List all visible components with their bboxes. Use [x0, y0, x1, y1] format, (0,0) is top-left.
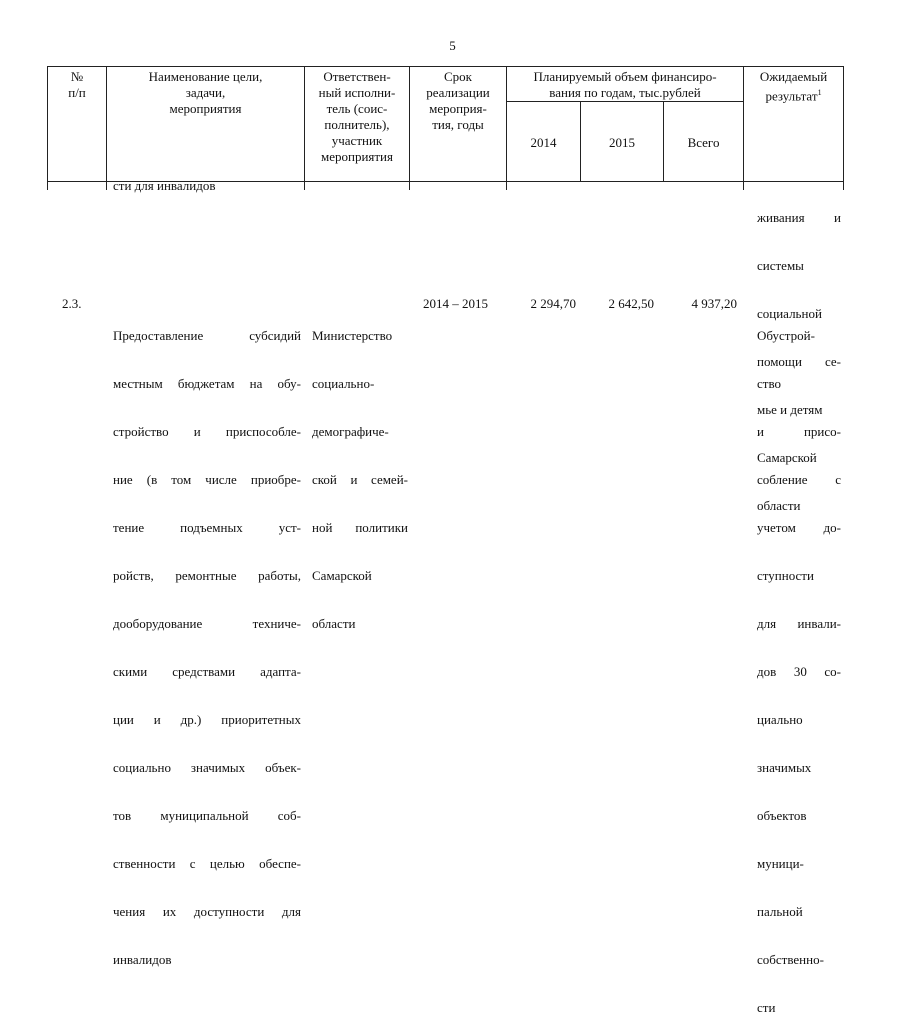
- continuation-result-line: системы: [757, 258, 804, 273]
- row-responsible-line: Министерство: [312, 328, 393, 343]
- column-line: [843, 179, 844, 190]
- continuation-result-line: Самарской: [757, 450, 817, 465]
- row-name-line: скими средствами адапта-: [113, 664, 301, 679]
- column-line: [106, 179, 107, 190]
- row-result-line: ступности: [757, 568, 814, 583]
- column-line: [743, 179, 744, 190]
- row-result-line: циально: [757, 712, 803, 727]
- row-name-line: ние (в том числе приобре-: [113, 472, 301, 487]
- row-name-line: местным бюджетам на обу-: [113, 376, 301, 391]
- row-name-line: ственности с целью обеспе-: [113, 856, 301, 871]
- row-result-line: собственно-: [757, 952, 824, 967]
- header-term: [410, 67, 507, 182]
- header-responsible-line: Ответствен-: [323, 69, 391, 84]
- page-number: 5: [449, 38, 456, 53]
- header-year-2014: 2014: [507, 102, 581, 182]
- row-result-line: учетом до-: [757, 520, 841, 535]
- row-result-line: пальной: [757, 904, 803, 919]
- row-name-line: тов муниципальной соб-: [113, 808, 301, 823]
- header-responsible-line: мероприятия: [320, 149, 393, 164]
- row-result-line: для инвали-: [757, 616, 841, 631]
- row-name-line: Предоставление субсидий: [113, 328, 301, 343]
- header-responsible-line: тель (соис-: [326, 101, 388, 116]
- row-name-line: инвалидов: [113, 952, 172, 967]
- header-result: [744, 67, 844, 182]
- continuation-result-line: мье и детям: [757, 402, 823, 417]
- row-responsible-line: ной политики: [312, 520, 408, 535]
- row-value-2014: 2 294,70: [530, 296, 576, 311]
- continuation-result-line: социальной: [757, 306, 822, 321]
- row-name-line: дооборудование техниче-: [113, 616, 301, 631]
- row-value-total: 4 937,20: [691, 296, 737, 311]
- header-num: [48, 67, 107, 182]
- row-name-line: социально значимых объек-: [113, 760, 301, 775]
- header-result-footnote: 1: [817, 88, 822, 97]
- column-line: [47, 179, 48, 190]
- row-result-line: собление с: [757, 472, 841, 487]
- header-name-line: мероприятия: [169, 101, 242, 116]
- header-term-line: тия, годы: [432, 117, 484, 132]
- row-result-line: ство: [757, 376, 782, 391]
- header-total: Всего: [664, 102, 744, 182]
- row-name-line: ройств, ремонтные работы,: [113, 568, 301, 583]
- header-term-line: Срок: [444, 69, 472, 84]
- row-result-line: значимых: [757, 760, 812, 775]
- header-result-line2: [747, 85, 840, 104]
- row-name: [113, 296, 301, 984]
- table-header: [47, 66, 844, 182]
- header-num-line: п/п: [68, 85, 86, 100]
- row-responsible-line: ской и семей-: [312, 472, 408, 487]
- row-result-line: Обустрой-: [757, 328, 815, 343]
- row-responsible: [312, 296, 408, 648]
- continuation-result-line: живания и: [757, 210, 841, 225]
- row-result-line: сти: [757, 1000, 776, 1015]
- row-name-line: тение подъемных уст-: [113, 520, 301, 535]
- header-funding-line: вания по годам, тыс.рублей: [549, 85, 701, 100]
- column-line: [409, 179, 410, 190]
- row-name-line: ции и др.) приоритетных: [113, 712, 301, 727]
- header-name-line: Наименование цели,: [148, 69, 263, 84]
- row-result-line: и присо-: [757, 424, 841, 439]
- row-value-2015: 2 642,50: [608, 296, 654, 311]
- row-name-line: чения их доступности для: [113, 904, 301, 919]
- row-responsible-line: социально-: [312, 376, 375, 391]
- row-responsible-line: Самарской: [312, 568, 372, 583]
- column-line: [304, 179, 305, 190]
- header-num-line: №: [70, 69, 84, 84]
- header-funding: [507, 67, 744, 102]
- continuation-result-line: помощи се-: [757, 354, 841, 369]
- header-responsible-line: ный исполни-: [318, 85, 396, 100]
- row-result: [757, 296, 841, 1032]
- header-name-line: задачи,: [185, 85, 226, 100]
- row-result-line: дов 30 со-: [757, 664, 841, 679]
- header-result-line: Ожидаемый: [759, 69, 828, 84]
- header-funding-line: Планируемый объем финансиро-: [533, 69, 717, 84]
- header-responsible-line: участник: [331, 133, 383, 148]
- header-result-text: результат: [765, 88, 818, 104]
- column-line: [506, 179, 507, 190]
- header-term-line: мероприя-: [429, 101, 487, 116]
- row-responsible-line: демографиче-: [312, 424, 389, 439]
- row-result-line: объектов: [757, 808, 807, 823]
- row-name-line: стройство и приспособле-: [113, 424, 301, 439]
- row-term: 2014 – 2015: [423, 296, 488, 311]
- row-responsible-line: области: [312, 616, 356, 631]
- header-responsible-line: полнитель),: [324, 117, 390, 132]
- header-name: [107, 67, 305, 182]
- continuation-result-line: области: [757, 498, 801, 513]
- row-result-line: муници-: [757, 856, 804, 871]
- header-term-line: реализации: [426, 85, 490, 100]
- header-year-2015: 2015: [581, 102, 664, 182]
- row-number: 2.3.: [62, 296, 82, 311]
- continuation-name: сти для инвалидов: [113, 178, 216, 193]
- header-responsible: [305, 67, 410, 182]
